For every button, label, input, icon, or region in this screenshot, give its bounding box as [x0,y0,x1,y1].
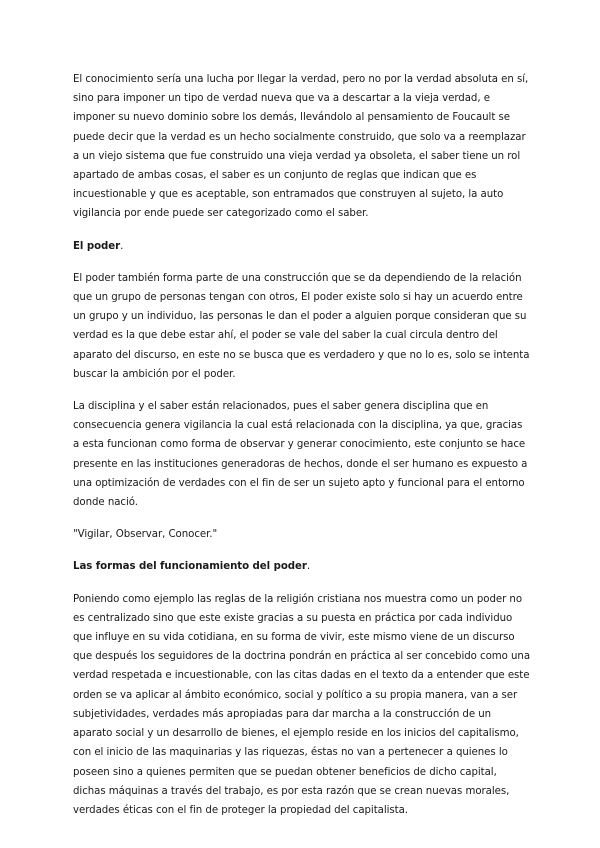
paragraph-knowledge: El conocimiento sería una lucha por llegar la verdad, pero no por la verdad absoluta en sí, sino para imponer un tipo de verdad nueva que va a descartar a la vieja verdad, e imponer su nuevo dominio sobre los demás, llevándolo al pensamiento de Foucault se puede decir que la verdad es un hecho socialmente construido, que solo va a reemplazar a un viejo sistema que fue construido una vieja verdad ya obsoleta, el saber tiene un rol apartado de ambas cosas, el saber es un conjunto de reglas que indican que es incuestionable y que es aceptable, son entramados que construyen al sujeto, la auto vigilancia por ende puede ser categorizado como el saber. [73,74,529,220]
section-heading-power [73,237,531,256]
heading-text: El poder [73,240,121,252]
section-heading-forms [73,557,531,576]
paragraph-discipline: La disciplina y el saber están relacionados, pues el saber genera disciplina que en consecuencia genera vigilancia la cual está relacionada con la disciplina, ya que, gracias a esta funcionan como forma de observar y generar conocimiento, este conjunto se hace presente en las instituciones generadoras de hechos, donde el ser humano es expuesto a una optimización de verdades con el fin de ser un sujeto apto y funcional para el entorno donde nació. [73,401,528,509]
quote-line: "Vigilar, Observar, Conocer." [73,529,218,541]
heading-period: . [306,561,311,573]
paragraph-power: El poder también forma parte de una construcción que se da dependiendo de la relación que un grupo de personas tengan con otros, El poder existe solo si hay un acuerdo entre un grupo y un individuo, las personas le dan el poder a alguien porque consideran que su verdad es la que debe estar ahí, el poder se vale del saber la cual circula dentro del aparato del discurso, en este no se busca que es verdadero y que no lo es, solo se intenta buscar la ambición por el poder. [73,272,530,380]
heading-text: Las formas del funcionamiento del poder [73,561,307,573]
document-body [73,70,531,833]
paragraph-religion: Poniendo como ejemplo las reglas de la religión cristiana nos muestra como un poder no es centralizado sino que este existe gracias a su puesta en práctica por cada individuo que influye en su vida cotidiana, en su forma de vivir, este mismo viene de un discurso que después los seguidores de la doctrina pondrán en práctica al ser concebido como una verdad respetada e incuestionable, con las citas dadas en el texto da a entender que este orden se va aplicar al ámbito económico, social y político a su propia manera, van a ser subjetividades, verdades más apropiadas para dar marcha a la construcción de un aparato social y un desarrollo de bienes, el ejemplo reside en los inicios del capitalismo, con el inicio de las maquinarias y las riquezas, éstas no van a pertenecer a quienes lo poseen sino a quienes permiten que se puedan obtener beneficios de dicho capital, dichas máquinas a través del trabajo, es por esta razón que se crean nuevas morales, verdades éticas con el fin de proteger la propiedad del capitalista. [73,593,531,816]
heading-period: . [120,240,124,252]
